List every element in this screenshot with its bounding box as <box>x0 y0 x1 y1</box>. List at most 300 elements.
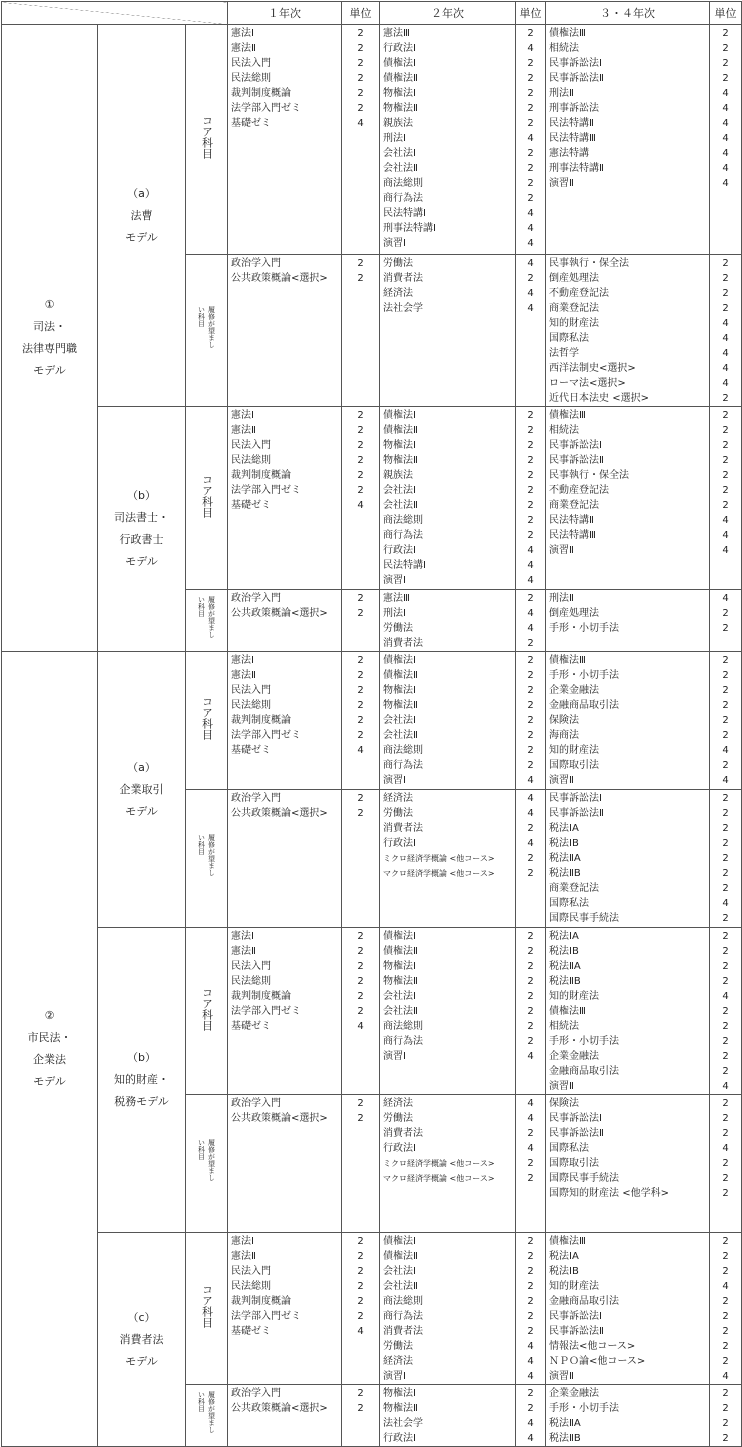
y2-course-list <box>380 790 516 928</box>
unit-value: 2 <box>722 425 729 436</box>
course-name: 国際私法 <box>549 1143 590 1154</box>
u1-unit-list <box>342 1385 380 1447</box>
course-name: 民事訴訟法Ⅰ <box>549 1113 602 1124</box>
course-name: 経済法 <box>383 793 414 804</box>
course-name: 物権法Ⅱ <box>383 976 418 987</box>
course-name: 会社法Ⅰ <box>383 1266 416 1277</box>
course-name: 手形・小切手法 <box>549 1036 620 1047</box>
core-category <box>186 1233 228 1385</box>
unit-value: 2 <box>527 700 534 711</box>
course-name: 基礎ゼミ <box>231 1021 272 1032</box>
y2-course-list <box>380 255 516 407</box>
course-name: 会社法Ⅰ <box>383 991 416 1002</box>
unit-value: 4 <box>357 1021 364 1032</box>
course-name: 民法総則 <box>231 73 272 84</box>
course-name: 税法ⅠB <box>549 838 579 849</box>
course-name: 公共政策概論<選択> <box>231 1403 328 1414</box>
course-name: 刑事法特講Ⅱ <box>549 163 604 174</box>
y2-course-list <box>380 652 516 790</box>
course-name: 会社法Ⅱ <box>383 500 418 511</box>
course-name: 税法ⅡB <box>549 1433 581 1444</box>
course-name: 国際取引法 <box>549 760 600 771</box>
u2-unit-list <box>516 590 546 652</box>
course-name: 民法特講Ⅰ <box>383 560 426 571</box>
category-label: 履修が望ましい科目 <box>197 1391 216 1433</box>
u2-unit-list <box>516 790 546 928</box>
unit-value: 2 <box>722 730 729 741</box>
course-name: 相続法 <box>549 425 580 436</box>
unit-value: 2 <box>357 273 364 284</box>
unit-value: 2 <box>722 288 729 299</box>
unit-value: 4 <box>527 1113 534 1124</box>
unit-value: 2 <box>357 991 364 1002</box>
category-label: 履修が望ましい科目 <box>197 596 216 638</box>
unit-value: 2 <box>357 1266 364 1277</box>
course-name: 民法特講Ⅲ <box>549 530 596 541</box>
course-name: 民事訴訟法Ⅱ <box>549 1326 604 1337</box>
course-name: 消費者法 <box>383 273 424 284</box>
unit-value: 2 <box>527 670 534 681</box>
course-name: 労働法 <box>383 623 414 634</box>
unit-value: 2 <box>357 946 364 957</box>
unit-value: 2 <box>722 1066 729 1077</box>
unit-value: 2 <box>722 1006 729 1017</box>
course-name: 裁判制度概論 <box>231 470 292 481</box>
course-name: 会社法Ⅱ <box>383 163 418 174</box>
unit-value: 4 <box>722 593 729 604</box>
unit-value: 2 <box>722 976 729 987</box>
unit-value: 2 <box>722 685 729 696</box>
unit-value: 2 <box>527 715 534 726</box>
course-name: 税法ⅡA <box>549 853 581 864</box>
unit-value: 2 <box>527 946 534 957</box>
course-name: ローマ法<選択> <box>549 378 626 389</box>
course-name: 国際民事手続法 <box>549 1173 620 1184</box>
unit-value: 2 <box>357 976 364 987</box>
category-label: コア科目 <box>200 696 214 740</box>
u34-unit-list <box>710 25 742 255</box>
course-name: 政治学入門 <box>231 258 282 269</box>
unit-value: 2 <box>527 868 534 879</box>
unit-value: 2 <box>722 1356 729 1367</box>
u1-unit-list <box>342 790 380 928</box>
unit-value: 2 <box>527 530 534 541</box>
course-name: 法社会学 <box>383 1418 424 1429</box>
course-name: 消費者法 <box>383 638 424 649</box>
unit-value: 2 <box>527 931 534 942</box>
course-name: 手形・小切手法 <box>549 1403 620 1414</box>
unit-value: 2 <box>527 655 534 666</box>
unit-value: 4 <box>722 775 729 786</box>
unit-value: 4 <box>527 1356 534 1367</box>
course-name: 演習Ⅱ <box>549 1081 574 1092</box>
course-name: 刑法Ⅱ <box>549 593 574 604</box>
course-name: 消費者法 <box>383 1128 424 1139</box>
course-name: ミクロ経済学概論 <他コース> <box>383 854 495 863</box>
unit-value: 2 <box>722 913 729 924</box>
course-name: 経済法 <box>383 288 414 299</box>
unit-value: 2 <box>527 961 534 972</box>
course-name: 刑事法特講Ⅰ <box>383 223 436 234</box>
course-name: 労働法 <box>383 258 414 269</box>
unit-value: 2 <box>722 1418 729 1429</box>
unit-value: 2 <box>527 485 534 496</box>
y1-course-list <box>228 790 342 928</box>
course-name: 物権法Ⅰ <box>383 685 416 696</box>
unit-value: 2 <box>357 425 364 436</box>
unit-value: 2 <box>527 638 534 649</box>
course-name: 法学部入門ゼミ <box>231 485 302 496</box>
course-name: マクロ経済学概論 <他コース> <box>383 869 495 878</box>
course-name: 国際民事手続法 <box>549 913 620 924</box>
unit-value: 4 <box>722 178 729 189</box>
submodel-name: （a） 企業取引 モデル <box>98 652 186 928</box>
course-name: 政治学入門 <box>231 793 282 804</box>
course-name: 民事訴訟法Ⅰ <box>549 793 602 804</box>
unit-value: 2 <box>357 700 364 711</box>
unit-value: 2 <box>527 1311 534 1322</box>
course-name: 民法総則 <box>231 1281 272 1292</box>
course-name: 手形・小切手法 <box>549 623 620 634</box>
category-label: コア科目 <box>200 473 214 518</box>
y34-course-list <box>546 790 710 928</box>
unit-value: 2 <box>722 1036 729 1047</box>
course-name: 国際私法 <box>549 333 590 344</box>
unit-value: 2 <box>527 28 534 39</box>
unit-value: 4 <box>722 898 729 909</box>
course-name: 民事訴訟法Ⅱ <box>549 73 604 84</box>
course-name: 商行為法 <box>383 530 424 541</box>
course-name: 労働法 <box>383 1341 414 1352</box>
unit-value: 2 <box>722 1266 729 1277</box>
unit-value: 2 <box>722 961 729 972</box>
model-name: ② 市民法・ 企業法 モデル <box>2 652 98 1447</box>
course-name: 債権法Ⅱ <box>383 946 418 957</box>
course-name: 演習Ⅰ <box>383 1051 406 1062</box>
unit-value: 2 <box>722 1158 729 1169</box>
y2-course-list <box>380 590 516 652</box>
unit-value: 2 <box>527 1036 534 1047</box>
u2-unit-list <box>516 407 546 590</box>
unit-value: 2 <box>527 73 534 84</box>
course-name: 憲法Ⅱ <box>231 43 256 54</box>
unit-value: 4 <box>527 623 534 634</box>
unit-value: 2 <box>357 1236 364 1247</box>
course-name: 演習Ⅱ <box>549 545 574 556</box>
u1-unit-list <box>342 1095 380 1233</box>
unit-value: 2 <box>527 593 534 604</box>
year34-header: ３・４年次 <box>546 2 710 25</box>
unit-value: 4 <box>722 333 729 344</box>
course-name: 金融商品取引法 <box>549 1066 620 1077</box>
course-name: 物権法Ⅱ <box>383 700 418 711</box>
course-name: 物権法Ⅱ <box>383 1403 418 1414</box>
course-name: 金融商品取引法 <box>549 700 620 711</box>
unit-value: 2 <box>722 470 729 481</box>
unit-value: 4 <box>722 1281 729 1292</box>
unit-value: 4 <box>527 545 534 556</box>
unit-value: 2 <box>357 1251 364 1262</box>
unit-value: 2 <box>722 808 729 819</box>
u2-unit-list <box>516 1095 546 1233</box>
unit-value: 4 <box>722 530 729 541</box>
course-name: 税法ⅠB <box>549 1266 579 1277</box>
course-name: 不動産登記法 <box>549 288 610 299</box>
unit-value: 2 <box>357 793 364 804</box>
course-name: 物権法Ⅰ <box>383 88 416 99</box>
unit-value: 2 <box>722 1341 729 1352</box>
y2-course-list <box>380 25 516 255</box>
u2-unit-list <box>516 1385 546 1447</box>
u1-unit-list <box>342 255 380 407</box>
unit-value: 2 <box>357 593 364 604</box>
unit-value: 2 <box>722 43 729 54</box>
unit-value: 2 <box>722 1173 729 1184</box>
u34-unit-list <box>710 1095 742 1233</box>
unit-value: 4 <box>357 745 364 756</box>
course-name: 公共政策概論<選択> <box>231 1113 328 1124</box>
unit-value: 2 <box>357 1006 364 1017</box>
unit-value: 2 <box>722 1021 729 1032</box>
unit-value: 4 <box>357 118 364 129</box>
u1-unit-list <box>342 652 380 790</box>
unit-value: 2 <box>357 608 364 619</box>
course-name: 税法ⅠA <box>549 1251 579 1262</box>
course-name: 法社会学 <box>383 303 424 314</box>
unit-value: 4 <box>527 303 534 314</box>
u34-unit-list <box>710 652 742 790</box>
course-name: 知的財産法 <box>549 991 600 1002</box>
unit-value: 4 <box>722 348 729 359</box>
unit-value: 2 <box>722 1326 729 1337</box>
course-name: 債権法Ⅱ <box>383 1251 418 1262</box>
unit-value: 2 <box>722 670 729 681</box>
course-name: 会社法Ⅱ <box>383 730 418 741</box>
course-name: 裁判制度概論 <box>231 715 292 726</box>
unit-value: 2 <box>527 730 534 741</box>
u34-unit-list <box>710 407 742 590</box>
unit-value: 4 <box>722 1371 729 1382</box>
course-name: 民法総則 <box>231 455 272 466</box>
unit-value: 4 <box>357 1326 364 1337</box>
course-name: 憲法Ⅱ <box>231 425 256 436</box>
u1-unit-list <box>342 25 380 255</box>
unit-value: 2 <box>357 1403 364 1414</box>
course-name: 税法ⅠA <box>549 823 579 834</box>
submodel-name: （c） 消費者法 モデル <box>98 1233 186 1447</box>
unit-value: 2 <box>527 991 534 1002</box>
core-category <box>186 407 228 590</box>
unit-value: 4 <box>722 318 729 329</box>
unit-value: 2 <box>527 1236 534 1247</box>
unit-value: 2 <box>527 118 534 129</box>
course-name: 会社法Ⅱ <box>383 1006 418 1017</box>
course-name: 国際知的財産法 <他学科> <box>549 1188 669 1199</box>
unit-value: 2 <box>527 745 534 756</box>
unit-value: 2 <box>722 1311 729 1322</box>
table-row <box>2 407 742 590</box>
y1-course-list <box>228 25 342 255</box>
unit-value: 2 <box>527 1128 534 1139</box>
y34-course-list <box>546 590 710 652</box>
unit-value: 2 <box>722 1128 729 1139</box>
table-row <box>2 1233 742 1385</box>
course-name: 民法入門 <box>231 440 272 451</box>
unit-value: 2 <box>357 1098 364 1109</box>
unit-value: 2 <box>722 931 729 942</box>
u2-unit-list <box>516 1233 546 1385</box>
unit-value: 2 <box>357 73 364 84</box>
course-name: 国際取引法 <box>549 1158 600 1169</box>
course-name: 行政法Ⅰ <box>383 1433 416 1444</box>
unit-value: 2 <box>722 1296 729 1307</box>
course-name: 商法総則 <box>383 1296 424 1307</box>
unit-value: 4 <box>527 288 534 299</box>
unit-value: 2 <box>357 1311 364 1322</box>
course-name: 憲法Ⅰ <box>231 931 254 942</box>
course-name: 商行為法 <box>383 760 424 771</box>
unit-value: 2 <box>722 883 729 894</box>
course-name: 民法特講Ⅲ <box>549 133 596 144</box>
y34-course-list <box>546 407 710 590</box>
course-name: 商法総則 <box>383 178 424 189</box>
course-name: 企業金融法 <box>549 685 600 696</box>
unit-value: 4 <box>722 88 729 99</box>
course-name: 民法特講Ⅱ <box>549 515 594 526</box>
course-name: 倒産処理法 <box>549 608 600 619</box>
category-label: 履修が望ましい科目 <box>197 1139 216 1181</box>
unit-value: 2 <box>722 793 729 804</box>
course-name: 債権法Ⅰ <box>383 1236 416 1247</box>
unit-value: 4 <box>527 775 534 786</box>
unit-value: 2 <box>357 655 364 666</box>
curriculum-table <box>1 1 742 1447</box>
course-name: 法哲学 <box>549 348 580 359</box>
unit-value: 2 <box>357 808 364 819</box>
course-name: 民事訴訟法Ⅰ <box>549 58 602 69</box>
course-name: 経済法 <box>383 1356 414 1367</box>
unit-value: 2 <box>722 608 729 619</box>
course-name: 行政法Ⅰ <box>383 1143 416 1154</box>
unit-value: 4 <box>722 148 729 159</box>
course-name: 物権法Ⅰ <box>383 440 416 451</box>
unit-value: 2 <box>722 258 729 269</box>
course-name: 会社法Ⅰ <box>383 485 416 496</box>
unit-value: 2 <box>527 103 534 114</box>
course-name: 情報法<他コース> <box>549 1341 636 1352</box>
unit-value: 4 <box>357 500 364 511</box>
unit-value: 2 <box>722 623 729 634</box>
model-name: ① 司法・ 法律専門職 モデル <box>2 25 98 652</box>
unit-value: 4 <box>722 545 729 556</box>
course-name: 公共政策概論<選択> <box>231 808 328 819</box>
category-label: 履修が望ましい科目 <box>197 306 216 348</box>
unit-value: 4 <box>722 118 729 129</box>
course-name: ミクロ経済学概論 <他コース> <box>383 1159 495 1168</box>
unit-value: 2 <box>527 1173 534 1184</box>
course-name: 保険法 <box>549 1098 580 1109</box>
unit-value: 2 <box>722 1098 729 1109</box>
unit-value: 4 <box>722 378 729 389</box>
course-name: 行政法Ⅰ <box>383 838 416 849</box>
course-name: 刑法Ⅰ <box>383 608 406 619</box>
unit-value: 2 <box>357 28 364 39</box>
y34-course-list <box>546 1233 710 1385</box>
unit-value: 4 <box>527 560 534 571</box>
unit-value: 2 <box>722 58 729 69</box>
unit-value: 2 <box>722 303 729 314</box>
u1-unit-list <box>342 590 380 652</box>
course-name: 裁判制度概論 <box>231 88 292 99</box>
unit-value: 2 <box>722 700 729 711</box>
course-name: 憲法Ⅰ <box>231 410 254 421</box>
unit-value: 2 <box>527 1006 534 1017</box>
unit-value: 2 <box>527 1021 534 1032</box>
category-label: 履修が望ましい科目 <box>197 834 216 876</box>
unit-value: 2 <box>527 178 534 189</box>
preferred-category <box>186 590 228 652</box>
u34-unit-list <box>710 790 742 928</box>
unit-value: 4 <box>527 575 534 586</box>
course-name: 商行為法 <box>383 1036 424 1047</box>
corner-cell <box>2 2 228 25</box>
course-name: 商業登記法 <box>549 883 600 894</box>
course-name: 相続法 <box>549 1021 580 1032</box>
unit-value: 4 <box>722 515 729 526</box>
preferred-category <box>186 1385 228 1447</box>
course-name: 民法入門 <box>231 58 272 69</box>
unit-value: 4 <box>527 1371 534 1382</box>
course-name: 裁判制度概論 <box>231 991 292 1002</box>
course-name: 物権法Ⅰ <box>383 961 416 972</box>
course-name: 法学部入門ゼミ <box>231 730 302 741</box>
course-name: 民事訴訟法Ⅱ <box>549 808 604 819</box>
unit-value: 4 <box>722 1081 729 1092</box>
course-name: 演習Ⅰ <box>383 575 406 586</box>
u34-unit-list <box>710 928 742 1095</box>
unit-value: 2 <box>527 470 534 481</box>
course-name: 物権法Ⅰ <box>383 1388 416 1399</box>
course-name: 物権法Ⅱ <box>383 103 418 114</box>
unit-value: 2 <box>357 1281 364 1292</box>
unit-value: 2 <box>357 931 364 942</box>
unit-value: 2 <box>527 1281 534 1292</box>
core-category <box>186 652 228 790</box>
unit-value: 2 <box>527 88 534 99</box>
unit-value: 4 <box>527 1433 534 1444</box>
preferred-category <box>186 790 228 928</box>
course-name: 民事訴訟法Ⅱ <box>549 1128 604 1139</box>
course-name: 西洋法制史<選択> <box>549 363 636 374</box>
course-name: 債権法Ⅱ <box>383 670 418 681</box>
course-name: 消費者法 <box>383 1326 424 1337</box>
unit-value: 4 <box>527 133 534 144</box>
y1-course-list <box>228 652 342 790</box>
course-name: 憲法Ⅰ <box>231 28 254 39</box>
unit-value: 2 <box>722 393 729 404</box>
y34-course-list <box>546 255 710 407</box>
unit-value: 2 <box>527 440 534 451</box>
course-name: 行政法Ⅰ <box>383 43 416 54</box>
unit-value: 4 <box>527 1341 534 1352</box>
course-name: 商法総則 <box>383 745 424 756</box>
course-name: 基礎ゼミ <box>231 500 272 511</box>
u34-unit-list <box>710 1385 742 1447</box>
unit-value: 4 <box>722 363 729 374</box>
unit-value: 2 <box>357 1296 364 1307</box>
course-name: 税法ⅡA <box>549 1418 581 1429</box>
unit-value: 2 <box>722 823 729 834</box>
